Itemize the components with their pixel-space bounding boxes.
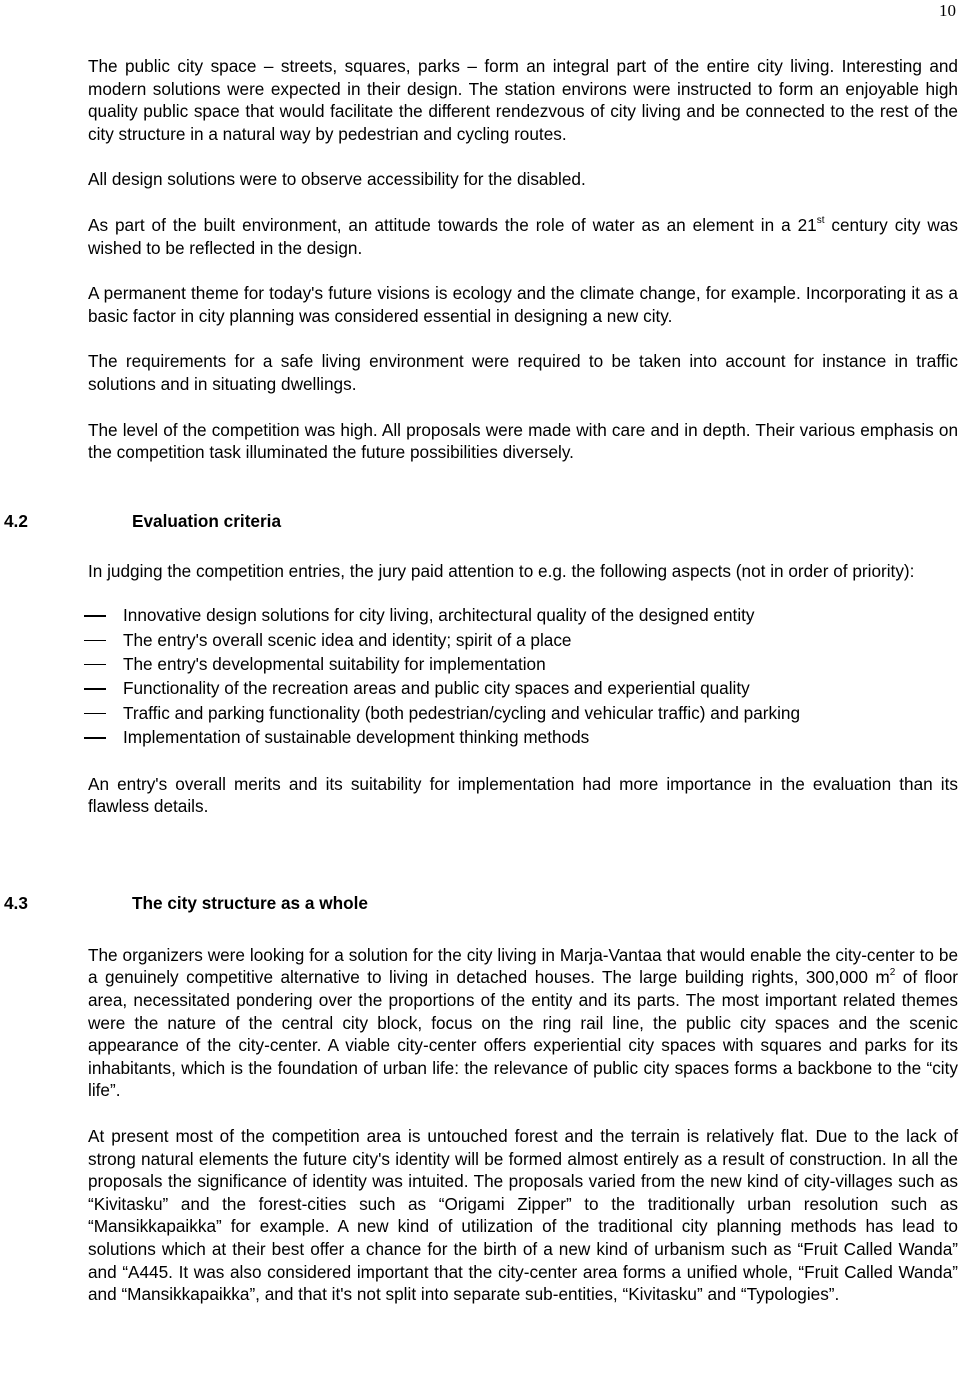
water-text-start: As part of the built environment, an attitude towards the role of water as an element in a 21 xyxy=(88,214,817,235)
criteria-item: Traffic and parking functionality (both pedestrian/cycling and vehicular traffic) and parking xyxy=(88,702,958,726)
section-heading-4-3 xyxy=(4,892,958,915)
city-structure-paragraph-1 xyxy=(88,944,958,1102)
page-number: 10 xyxy=(939,1,956,20)
dash-bullet-icon xyxy=(84,713,106,714)
intro-paragraph-accessibility: All design solutions were to observe accessibility for the disabled. xyxy=(88,169,586,190)
section-number: 4.2 xyxy=(4,510,28,531)
criteria-item: Innovative design solutions for city living, architectural quality of the designed entity xyxy=(88,604,958,628)
dash-bullet-icon xyxy=(84,640,106,641)
criteria-item: Functionality of the recreation areas and public city spaces and experiential quality xyxy=(88,677,958,701)
section-title: Evaluation criteria xyxy=(132,510,282,531)
criteria-closing: An entry's overall merits and its suitability for implementation had more importance in the evaluation than its flawless details. xyxy=(88,773,958,817)
square-unit-superscript: 2 xyxy=(889,967,896,979)
section-number: 4.3 xyxy=(4,892,28,913)
criteria-item: Implementation of sustainable development thinking methods xyxy=(88,726,958,750)
city-structure-text-start: The organizers were looking for a solution for the city living in Marja-Vantaa that would enable the city-center to be a genuinely competitive alternative to living in detached houses. The large building rights, 300,000 m xyxy=(88,944,958,988)
section-title: The city structure as a whole xyxy=(132,892,368,913)
water-text-end: century city was wished to be reflected in the design. xyxy=(88,214,958,258)
intro-paragraph-safety: The requirements for a safe living environment were required to be taken into account for instance in traffic solutions and in situating dwellings. xyxy=(88,351,958,394)
criteria-item: The entry's overall scenic idea and identity; spirit of a place xyxy=(88,629,958,653)
dash-bullet-icon xyxy=(84,664,106,665)
city-structure-text-end: of floor area, necessitated pondering over the proportions of the entity and its parts. The most important related themes were the nature of the central city block, focus on the ring rail line, the public city spaces and the scenic appearance of the city-center. A viable city-center offers experiential city spaces with squares and parks for its inhabitants, which is the foundation of urban life: the relevance of public city spaces forms a backbone to the “city life”. xyxy=(88,967,958,1101)
criteria-list xyxy=(88,604,958,750)
intro-paragraph-public-space: The public city space – streets, squares, parks – form an integral part of the entire city living. Interesting and modern solutions were expected in their design. The station environs were instructed to form an enjoyable high quality public space that would facilitate the different rendezvous of city living and be connected to the rest of the city structure in a natural way by pedestrian and cycling routes. xyxy=(88,56,958,144)
document-body xyxy=(4,55,958,1306)
section-heading-4-2 xyxy=(4,510,958,533)
city-structure-paragraph-2: At present most of the competition area is untouched forest and the terrain is relatively flat. Due to the lack of strong natural elements the future city's identity will be formed almost entirely as a result of construction. In all the proposals the significance of identity was intuited. The proposals varied from the new kind of city-villages such as “Kivitasku” and the forest-cities such as “Origami Zipper” to the traditionally urban resolution such as “Mansikkapaikka” for example. A new kind of utilization of the traditional city planning methods has lead to solutions which at their best offer a chance for the birth of a new kind of urbanism such as “Fruit Called Wanda” and “A445. It was also considered important that the city-center area forms a unified whole, “Fruit Called Wanda” and “Mansikkapaikka”, and that it's not split into separate sub-entities, “Kivitasku” and “Typologies”. xyxy=(88,1126,958,1305)
ordinal-suffix: st xyxy=(816,214,825,226)
dash-bullet-icon xyxy=(84,688,106,689)
dash-bullet-icon xyxy=(84,737,106,738)
intro-paragraph-ecology: A permanent theme for today's future visions is ecology and the climate change, for example. Incorporating it as a basic factor in city planning was considered essential in designing a new city. xyxy=(88,283,958,326)
intro-paragraph-competition-level: The level of the competition was high. All proposals were made with care and in depth. Their various emphasis on the competition task illuminated the future possibilities diversely. xyxy=(88,419,958,463)
intro-paragraph-water xyxy=(88,214,958,259)
criteria-item: The entry's developmental suitability for implementation xyxy=(88,653,958,677)
dash-bullet-icon xyxy=(84,615,106,616)
criteria-intro: In judging the competition entries, the jury paid attention to e.g. the following aspects (not in order of priority): xyxy=(88,560,915,581)
